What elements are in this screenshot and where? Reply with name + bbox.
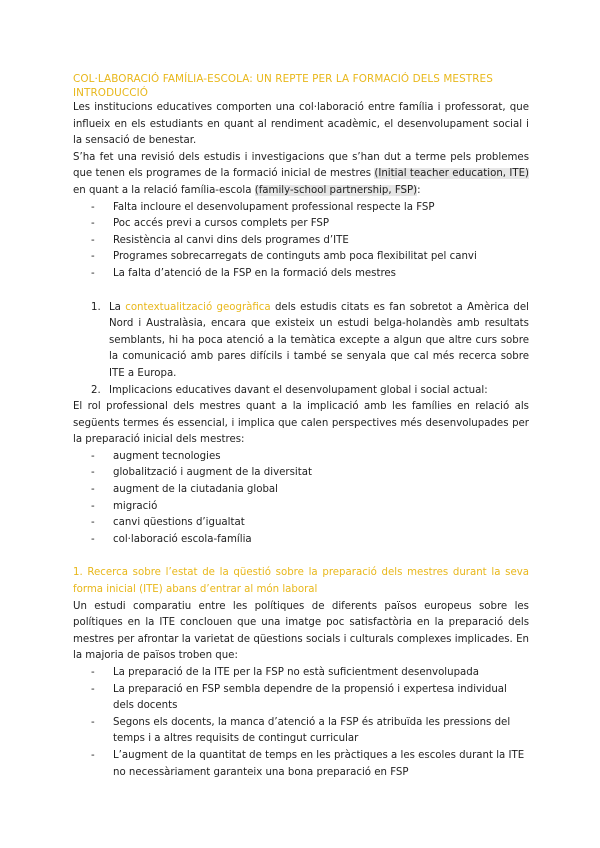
list-item: - col·laboració escola-família (113, 532, 529, 549)
list-item: - Falta incloure el desenvolupament professional respecte la FSP (113, 200, 529, 217)
findings-list (73, 665, 529, 781)
role-paragraph: El rol professional dels mestres quant a la implicació amb les famílies en relació als següents termes és essencial, i implica que calen perspectives més desenvolupades per la preparació inicial dels mestres: (73, 401, 529, 446)
section-1-paragraph: Un estudi comparatiu entre les polítiques de diferents països europeus sobre les polítiques en la ITE conclouen que una imatge poc satisfactòria en la preparació dels mestres per afrontar la varietat de qüestions socials i culturals complexes implicades. En la majoria de països troben que: (73, 600, 529, 662)
review-paragraph (73, 150, 529, 200)
terms-list (73, 449, 529, 549)
item-text: dels estudis citats es fan sobretot a Amèrica del Nord i Australàsia, encara que existeix un estudi belga-holandès amb resultats semblants, hi ha poca atenció a la temàtica excepte a algun que altre curs sobre la comunicació amb pares difícils i també se senyala que cal més recerca sobre ITE a Europa. (109, 301, 529, 379)
item-text: Implicacions educatives davant el desenvolupament global i social actual: (109, 384, 488, 396)
item-number: 2. (91, 384, 101, 396)
numbered-item-1 (91, 300, 529, 383)
list-item: - Resistència al canvi dins dels programes d’ITE (113, 233, 529, 250)
list-item: - augment de la ciutadania global (113, 482, 529, 499)
list-item: - L’augment de la quantitat de temps en les pràctiques a les escoles durant la ITE no necessàriament garanteix una bona preparació en FSP (113, 748, 529, 781)
list-item: - globalització i augment de la diversitat (113, 465, 529, 482)
list-item: - Programes sobrecarregats de continguts amb poca flexibilitat pel canvi (113, 249, 529, 266)
list-item: - La preparació de la ITE per la FSP no està suficientment desenvolupada (113, 665, 529, 682)
list-item: - augment tecnologies (113, 449, 529, 466)
problems-list (73, 200, 529, 283)
section-1-heading: 1. Recerca sobre l’estat de la qüestió sobre la preparació dels mestres durant la seva forma inicial (ITE) abans d’entrar al món laboral (73, 567, 529, 596)
intro-heading: INTRODUCCIÓ (73, 87, 149, 99)
item-number: 1. (91, 301, 101, 313)
list-item: - Segons els docents, la manca d’atenció a la FSP és atribuïda les pressions del temps i a altres requisits de contingut curricular (113, 715, 529, 748)
ite-highlight: (Initial teacher education, ITE) (374, 168, 530, 180)
review-text-a: S’ha fet una revisió dels estudis i investigacions que s’han dut a terme pels problemes que tenen els programes de la formació inicial de mestres (73, 151, 529, 180)
geographic-context-highlight: contextualització geogràfica (125, 301, 271, 313)
numbered-list (73, 300, 529, 400)
review-text-b: en quant a la relació família-escola (73, 184, 255, 196)
list-item: - Poc accés previ a cursos complets per FSP (113, 216, 529, 233)
spacer (73, 548, 529, 565)
document-body (73, 72, 529, 781)
intro-paragraph: Les institucions educatives comporten una col·laboració entre família i professorat, que influeix en els estudiants en quant al rendiment acadèmic, el desenvolupament social i la sensació de benestar. (73, 102, 529, 147)
document-title: COL·LABORACIÓ FAMÍLIA-ESCOLA: UN REPTE PER LA FORMACIÓ DELS MESTRES (73, 73, 493, 85)
list-item: - canvi qüestions d’igualtat (113, 515, 529, 532)
numbered-item-2 (91, 383, 529, 400)
list-item: - La preparació en FSP sembla dependre de la propensió i expertesa individual dels docents (113, 682, 529, 715)
list-item: - La falta d’atenció de la FSP en la formació dels mestres (113, 266, 529, 283)
review-text-c: : (417, 184, 421, 196)
list-item: - migració (113, 499, 529, 516)
spacer (73, 283, 529, 300)
item-text-prefix: La (109, 301, 126, 313)
fsp-highlight: (family-school partnership, FSP) (254, 184, 418, 196)
